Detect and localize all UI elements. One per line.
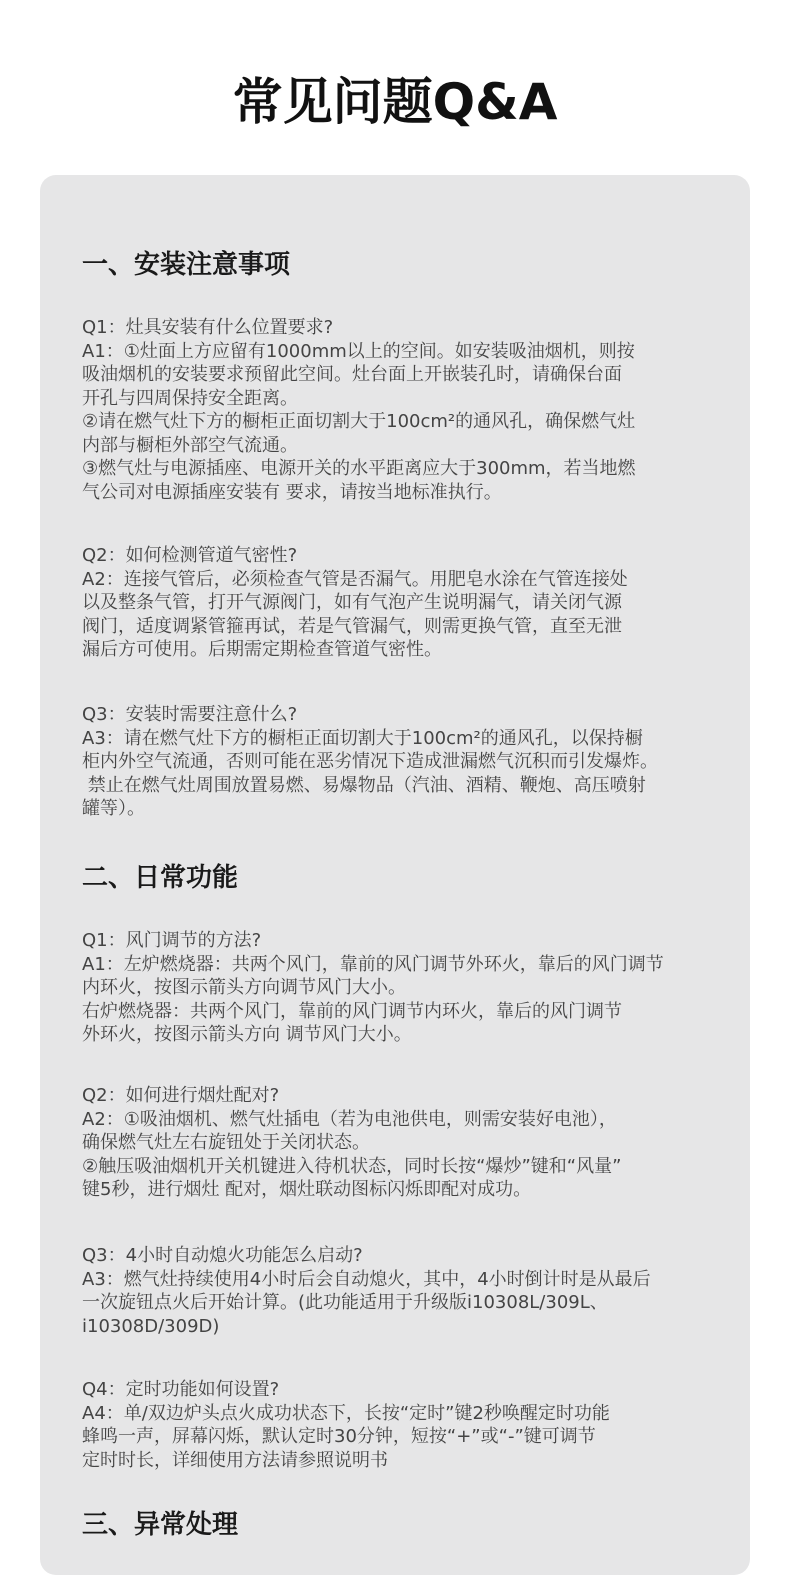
faq-answer-line: 右炉燃烧器：共两个风门，靠前的风门调节内环火，靠后的风门调节 bbox=[82, 1000, 622, 1022]
faq-answer-line: A1：左炉燃烧器：共两个风门，靠前的风门调节外环火，靠后的风门调节 bbox=[82, 953, 664, 975]
faq-answer-line: 气公司对电源插座安装有 要求，请按当地标准执行。 bbox=[82, 481, 502, 503]
faq-question: Q2：如何检测管道气密性? bbox=[82, 545, 298, 566]
faq-question: Q1：灶具安装有什么位置要求? bbox=[82, 317, 334, 338]
faq-answer-line: A3：燃气灶持续使用4小时后会自动熄火，其中，4小时倒计时是从最后 bbox=[82, 1268, 651, 1290]
faq-answer-line: 确保燃气灶左右旋钮处于关闭状态。 bbox=[82, 1132, 370, 1153]
faq-answer-line: A1：①灶面上方应留有1000mm以上的空间。如安装吸油烟机，则按 bbox=[82, 340, 635, 362]
faq-item-install-q3 bbox=[82, 703, 712, 821]
faq-item-daily-q1 bbox=[82, 929, 712, 1047]
section-heading-daily-functions: 二、日常功能 bbox=[82, 863, 239, 893]
page-title: 常见问题Q&A bbox=[232, 73, 558, 131]
faq-question: Q4：定时功能如何设置? bbox=[82, 1379, 280, 1400]
faq-answer-line: 柜内外空气流通，否则可能在恶劣情况下造成泄漏燃气沉积而引发爆炸。 bbox=[82, 751, 658, 772]
faq-answer-line: 内环火，按图示箭头方向调节风门大小。 bbox=[82, 977, 406, 998]
faq-answer-line: 内部与橱柜外部空气流通。 bbox=[82, 434, 298, 456]
faq-answer-line: 定时时长，详细使用方法请参照说明书 bbox=[82, 1449, 388, 1471]
faq-answer-line: i10308D/309D) bbox=[82, 1315, 220, 1337]
faq-answer-line: ②请在燃气灶下方的橱柜正面切割大于100cm²的通风孔，确保燃气灶 bbox=[82, 411, 636, 432]
faq-answer-line: 蜂鸣一声，屏幕闪烁，默认定时30分钟，短按“+”或“-”键可调节 bbox=[82, 1426, 596, 1447]
section-heading-troubleshooting: 三、异常处理 bbox=[82, 1510, 239, 1540]
faq-answer-line: ③燃气灶与电源插座、电源开关的水平距离应大于300mm，若当地燃 bbox=[82, 458, 636, 479]
faq-answer-line: A2：连接气管后，必须检查气管是否漏气。用肥皂水涂在气管连接处 bbox=[82, 568, 628, 590]
faq-answer-line: 开孔与四周保持安全距离。 bbox=[82, 387, 298, 409]
faq-answer-line: 以及整条气管，打开气源阀门，如有气泡产生说明漏气，请关闭气源 bbox=[82, 592, 622, 613]
faq-answer-line: 罐等）。 bbox=[82, 798, 145, 819]
faq-item-daily-q2 bbox=[82, 1084, 712, 1202]
faq-question: Q3：安装时需要注意什么? bbox=[82, 704, 298, 725]
faq-question: Q3：4小时自动熄火功能怎么启动? bbox=[82, 1245, 363, 1266]
faq-question: Q1：风门调节的方法? bbox=[82, 930, 262, 951]
faq-answer-line: A3：请在燃气灶下方的橱柜正面切割大于100cm²的通风孔，以保持橱 bbox=[82, 727, 643, 749]
faq-answer-line: 禁止在燃气灶周围放置易燃、易爆物品（汽油、酒精、鞭炮、高压喷射 bbox=[82, 774, 646, 796]
faq-answer-line: 键5秒，进行烟灶 配对，烟灶联动图标闪烁即配对成功。 bbox=[82, 1179, 532, 1200]
faq-answer-line: 吸油烟机的安装要求预留此空间。灶台面上开嵌装孔时，请确保台面 bbox=[82, 364, 622, 385]
faq-answer-line: 外环火，按图示箭头方向 调节风门大小。 bbox=[82, 1024, 412, 1045]
faq-answer-line: ②触压吸油烟机开关机键进入待机状态，同时长按“爆炒”键和“风量” bbox=[82, 1155, 622, 1177]
section-heading-installation: 一、安装注意事项 bbox=[82, 250, 291, 280]
faq-item-daily-q4 bbox=[82, 1378, 712, 1472]
faq-answer-line: 阀门，适度调紧管箍再试，若是气管漏气，则需更换气管，直至无泄 bbox=[82, 615, 622, 637]
faq-question: Q2：如何进行烟灶配对? bbox=[82, 1085, 280, 1106]
faq-item-install-q1 bbox=[82, 316, 712, 504]
faq-item-daily-q3 bbox=[82, 1244, 712, 1338]
faq-answer-line: 一次旋钮点火后开始计算。(此功能适用于升级版i10308L/309L、 bbox=[82, 1292, 608, 1313]
faq-item-install-q2 bbox=[82, 544, 712, 662]
faq-answer-line: 漏后方可使用。后期需定期检查管道气密性。 bbox=[82, 639, 442, 660]
faq-answer-line: A4：单/双边炉头点火成功状态下，长按“定时”键2秒唤醒定时功能 bbox=[82, 1402, 610, 1424]
faq-answer-line: A2：①吸油烟机、燃气灶插电（若为电池供电，则需安装好电池）， bbox=[82, 1108, 617, 1130]
